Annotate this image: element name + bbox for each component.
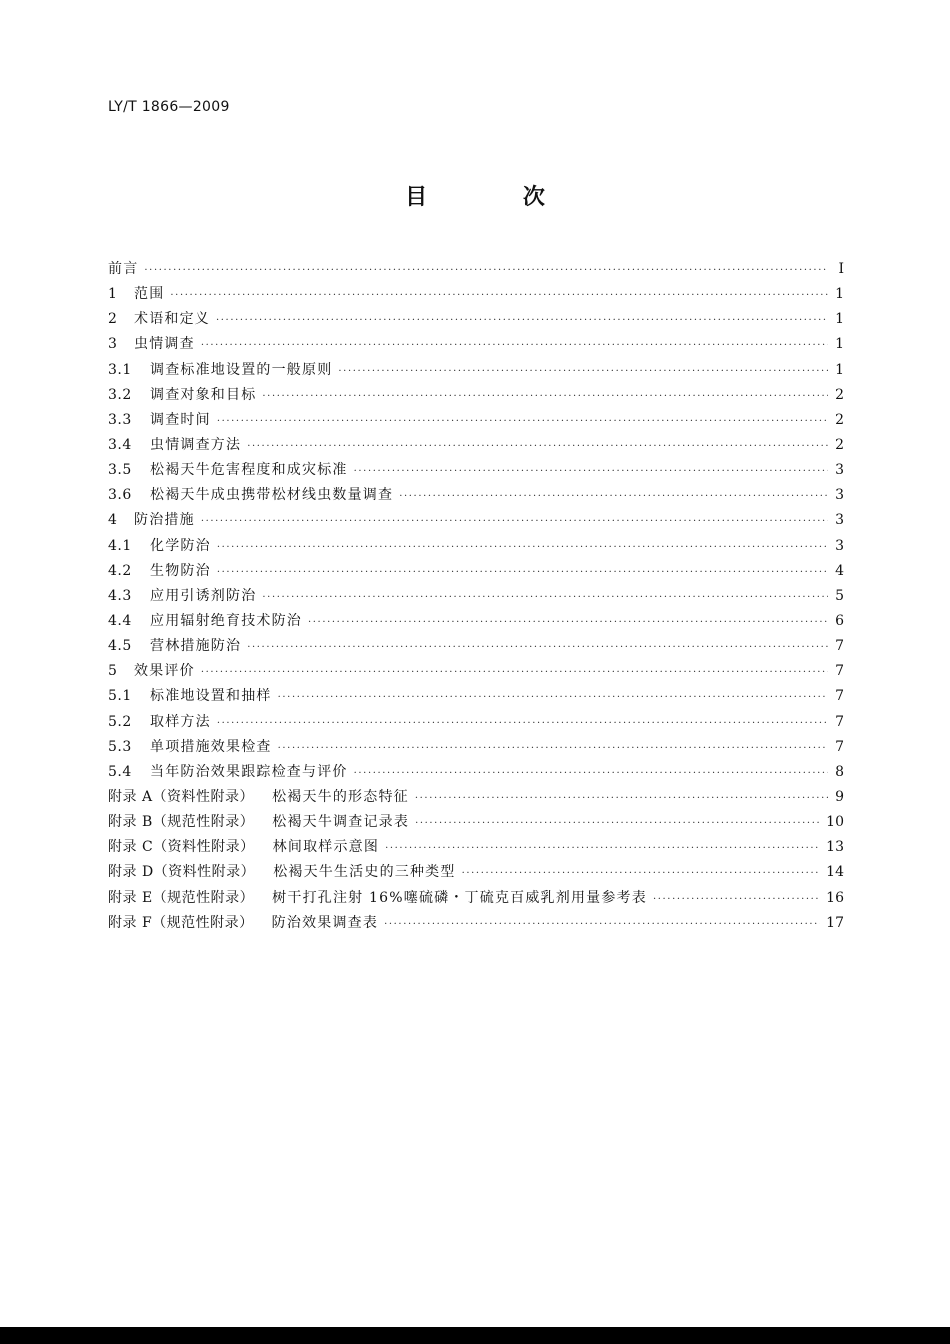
toc-entry-label: 调查时间 [150, 411, 211, 428]
toc-entry-number: 2 [108, 311, 118, 328]
toc-entry-page-number: 2 [835, 386, 844, 403]
dot-leader [384, 920, 820, 930]
dot-leader [247, 442, 828, 452]
toc-entry[interactable] [108, 711, 844, 736]
toc-entry-number: 5.3 [108, 738, 132, 755]
toc-entry-label: 虫情调查 [134, 336, 195, 353]
dot-leader [462, 869, 821, 879]
toc-entry[interactable] [108, 585, 844, 610]
toc-entry-page-number: 7 [835, 738, 844, 755]
dot-leader [354, 467, 828, 477]
toc-entry-number: 1 [108, 286, 118, 303]
toc-entry[interactable] [108, 434, 844, 459]
toc-entry[interactable] [108, 258, 844, 283]
toc-entry-page-number: 10 [826, 814, 844, 831]
dot-leader [216, 316, 828, 326]
dot-leader [247, 643, 828, 653]
toc-entry[interactable] [108, 610, 844, 635]
toc-entry[interactable] [108, 786, 844, 811]
toc-entry[interactable] [108, 409, 844, 434]
toc-entry-page-number: 9 [835, 788, 844, 805]
dot-leader [338, 367, 828, 377]
toc-entry-page-number: 16 [826, 889, 844, 906]
toc-entry-number: 3.1 [108, 361, 132, 378]
dot-leader [653, 895, 820, 905]
toc-entry-number: 3.2 [108, 386, 132, 403]
toc-entry-number: 4 [108, 512, 118, 529]
toc-entry-page-number: 1 [835, 311, 844, 328]
toc-entry-number: 附录 B（规范性附录） [108, 814, 255, 831]
toc-entry-label: 生物防治 [150, 562, 211, 579]
dot-leader [144, 266, 828, 276]
toc-entry-label: 树干打孔注射 16%噻硫磷・丁硫克百威乳剂用量参考表 [272, 889, 647, 906]
dot-leader [399, 492, 828, 502]
toc-entry-label: 虫情调查方法 [150, 436, 242, 453]
toc-entry[interactable] [108, 459, 844, 484]
toc-entry-label: 松褐天牛生活史的三种类型 [273, 864, 456, 881]
toc-entry-number: 5 [108, 663, 118, 680]
toc-entry[interactable] [108, 333, 844, 358]
toc-entry-number: 4.4 [108, 612, 132, 629]
toc-entry[interactable] [108, 384, 844, 409]
toc-entry[interactable] [108, 887, 844, 912]
dot-leader [415, 819, 820, 829]
toc-entry-number: 4.3 [108, 587, 132, 604]
dot-leader [217, 719, 828, 729]
toc-entry-label: 术语和定义 [134, 311, 210, 328]
toc-entry-page-number: 1 [835, 361, 844, 378]
toc-entry-label: 防治措施 [134, 512, 195, 529]
toc-entry[interactable] [108, 283, 844, 308]
toc-entry[interactable] [108, 509, 844, 534]
toc-entry-number: 3.5 [108, 462, 132, 479]
toc-entry-page-number: 7 [835, 713, 844, 730]
toc-entry[interactable] [108, 912, 844, 937]
page-title: 目 次 [405, 185, 589, 210]
toc-entry[interactable] [108, 861, 844, 886]
toc-entry[interactable] [108, 359, 844, 384]
toc-entry-number: 5.4 [108, 763, 132, 780]
toc-entry-label: 松褐天牛的形态特征 [272, 788, 409, 805]
toc-entry-label: 取样方法 [150, 713, 211, 730]
toc-entry-label: 松褐天牛调查记录表 [272, 814, 410, 831]
toc-entry-number: 3.6 [108, 487, 132, 504]
toc-entry[interactable] [108, 535, 844, 560]
toc-entry[interactable] [108, 736, 844, 761]
dot-leader [201, 668, 828, 678]
toc-entry-number: 3.4 [108, 436, 132, 453]
dot-leader [262, 593, 828, 603]
toc-entry[interactable] [108, 308, 844, 333]
toc-entry-label: 松褐天牛危害程度和成灾标准 [150, 462, 348, 479]
toc-entry[interactable] [108, 484, 844, 509]
toc-entry-label: 营林措施防治 [150, 638, 242, 655]
toc-entry-number: 3.3 [108, 411, 132, 428]
dot-leader [217, 568, 828, 578]
toc-entry-number: 4.5 [108, 638, 132, 655]
toc-entry-number: 附录 C（资料性附录） [108, 839, 255, 856]
dot-leader [308, 618, 828, 628]
toc-entry-label: 调查标准地设置的一般原则 [150, 361, 333, 378]
toc-entry-page-number: 3 [835, 537, 844, 554]
toc-entry-page-number: 1 [835, 336, 844, 353]
toc-entry-page-number: 3 [835, 462, 844, 479]
toc-entry-number: 4.1 [108, 537, 132, 554]
dot-leader [415, 794, 828, 804]
toc-entry-number: 5.2 [108, 713, 132, 730]
toc-entry-label: 化学防治 [150, 537, 211, 554]
dot-leader [217, 417, 828, 427]
table-of-contents [108, 258, 844, 937]
dot-leader [201, 517, 828, 527]
dot-leader [354, 769, 828, 779]
toc-entry-number: 附录 A（资料性附录） [108, 788, 255, 805]
toc-entry-page-number: 3 [835, 512, 844, 529]
toc-entry-label: 单项措施效果检查 [150, 738, 272, 755]
toc-entry-page-number: 17 [826, 914, 844, 931]
toc-entry-number: 附录 F（规范性附录） [108, 914, 254, 931]
toc-entry-page-number: 1 [835, 286, 844, 303]
toc-entry-label: 林间取样示意图 [272, 839, 380, 856]
standard-code: LY/T 1866—2009 [108, 99, 230, 115]
dot-leader [278, 744, 828, 754]
dot-leader [217, 543, 828, 553]
dot-leader [170, 291, 828, 301]
toc-entry-label: 范围 [134, 286, 165, 303]
toc-entry-label: 松褐天牛成虫携带松材线虫数量调查 [150, 487, 394, 504]
toc-entry-label: 当年防治效果跟踪检查与评价 [150, 763, 348, 780]
toc-entry-page-number: 4 [835, 562, 844, 579]
toc-entry-label: 标准地设置和抽样 [150, 688, 272, 705]
toc-entry-page-number: 7 [835, 663, 844, 680]
toc-entry[interactable] [108, 560, 844, 585]
toc-entry-label: 调查对象和目标 [150, 386, 257, 403]
toc-entry-number: 附录 D（资料性附录） [108, 864, 256, 881]
toc-entry-number: 3 [108, 336, 118, 353]
toc-entry-page-number: 13 [826, 839, 844, 856]
dot-leader [278, 693, 828, 703]
toc-entry[interactable] [108, 761, 844, 786]
toc-entry-label: 前言 [108, 261, 139, 277]
toc-entry-label: 应用引诱剂防治 [150, 587, 257, 604]
dot-leader [385, 844, 820, 854]
toc-entry[interactable] [108, 836, 844, 861]
bottom-edge-bar [0, 1327, 950, 1344]
toc-entry-page-number: Ⅰ [838, 261, 844, 277]
toc-entry-page-number: 2 [835, 411, 844, 428]
toc-entry-number: 4.2 [108, 562, 132, 579]
toc-entry-number: 5.1 [108, 688, 132, 705]
toc-entry-label: 应用辐射绝育技术防治 [150, 612, 302, 629]
toc-entry-page-number: 6 [835, 612, 844, 629]
toc-entry[interactable] [108, 811, 844, 836]
toc-entry-page-number: 2 [835, 436, 844, 453]
toc-entry-page-number: 7 [835, 688, 844, 705]
toc-entry-label: 防治效果调查表 [271, 914, 379, 931]
dot-leader [201, 341, 828, 351]
toc-entry-number: 附录 E（规范性附录） [108, 889, 255, 906]
toc-entry-page-number: 7 [835, 638, 844, 655]
toc-entry-page-number: 14 [826, 864, 844, 881]
toc-entry-page-number: 3 [835, 487, 844, 504]
toc-entry[interactable] [108, 635, 844, 660]
toc-entry[interactable] [108, 685, 844, 710]
toc-entry-page-number: 5 [835, 587, 844, 604]
toc-entry-label: 效果评价 [134, 663, 195, 680]
toc-entry[interactable] [108, 660, 844, 685]
toc-entry-page-number: 8 [835, 763, 844, 780]
dot-leader [262, 392, 828, 402]
